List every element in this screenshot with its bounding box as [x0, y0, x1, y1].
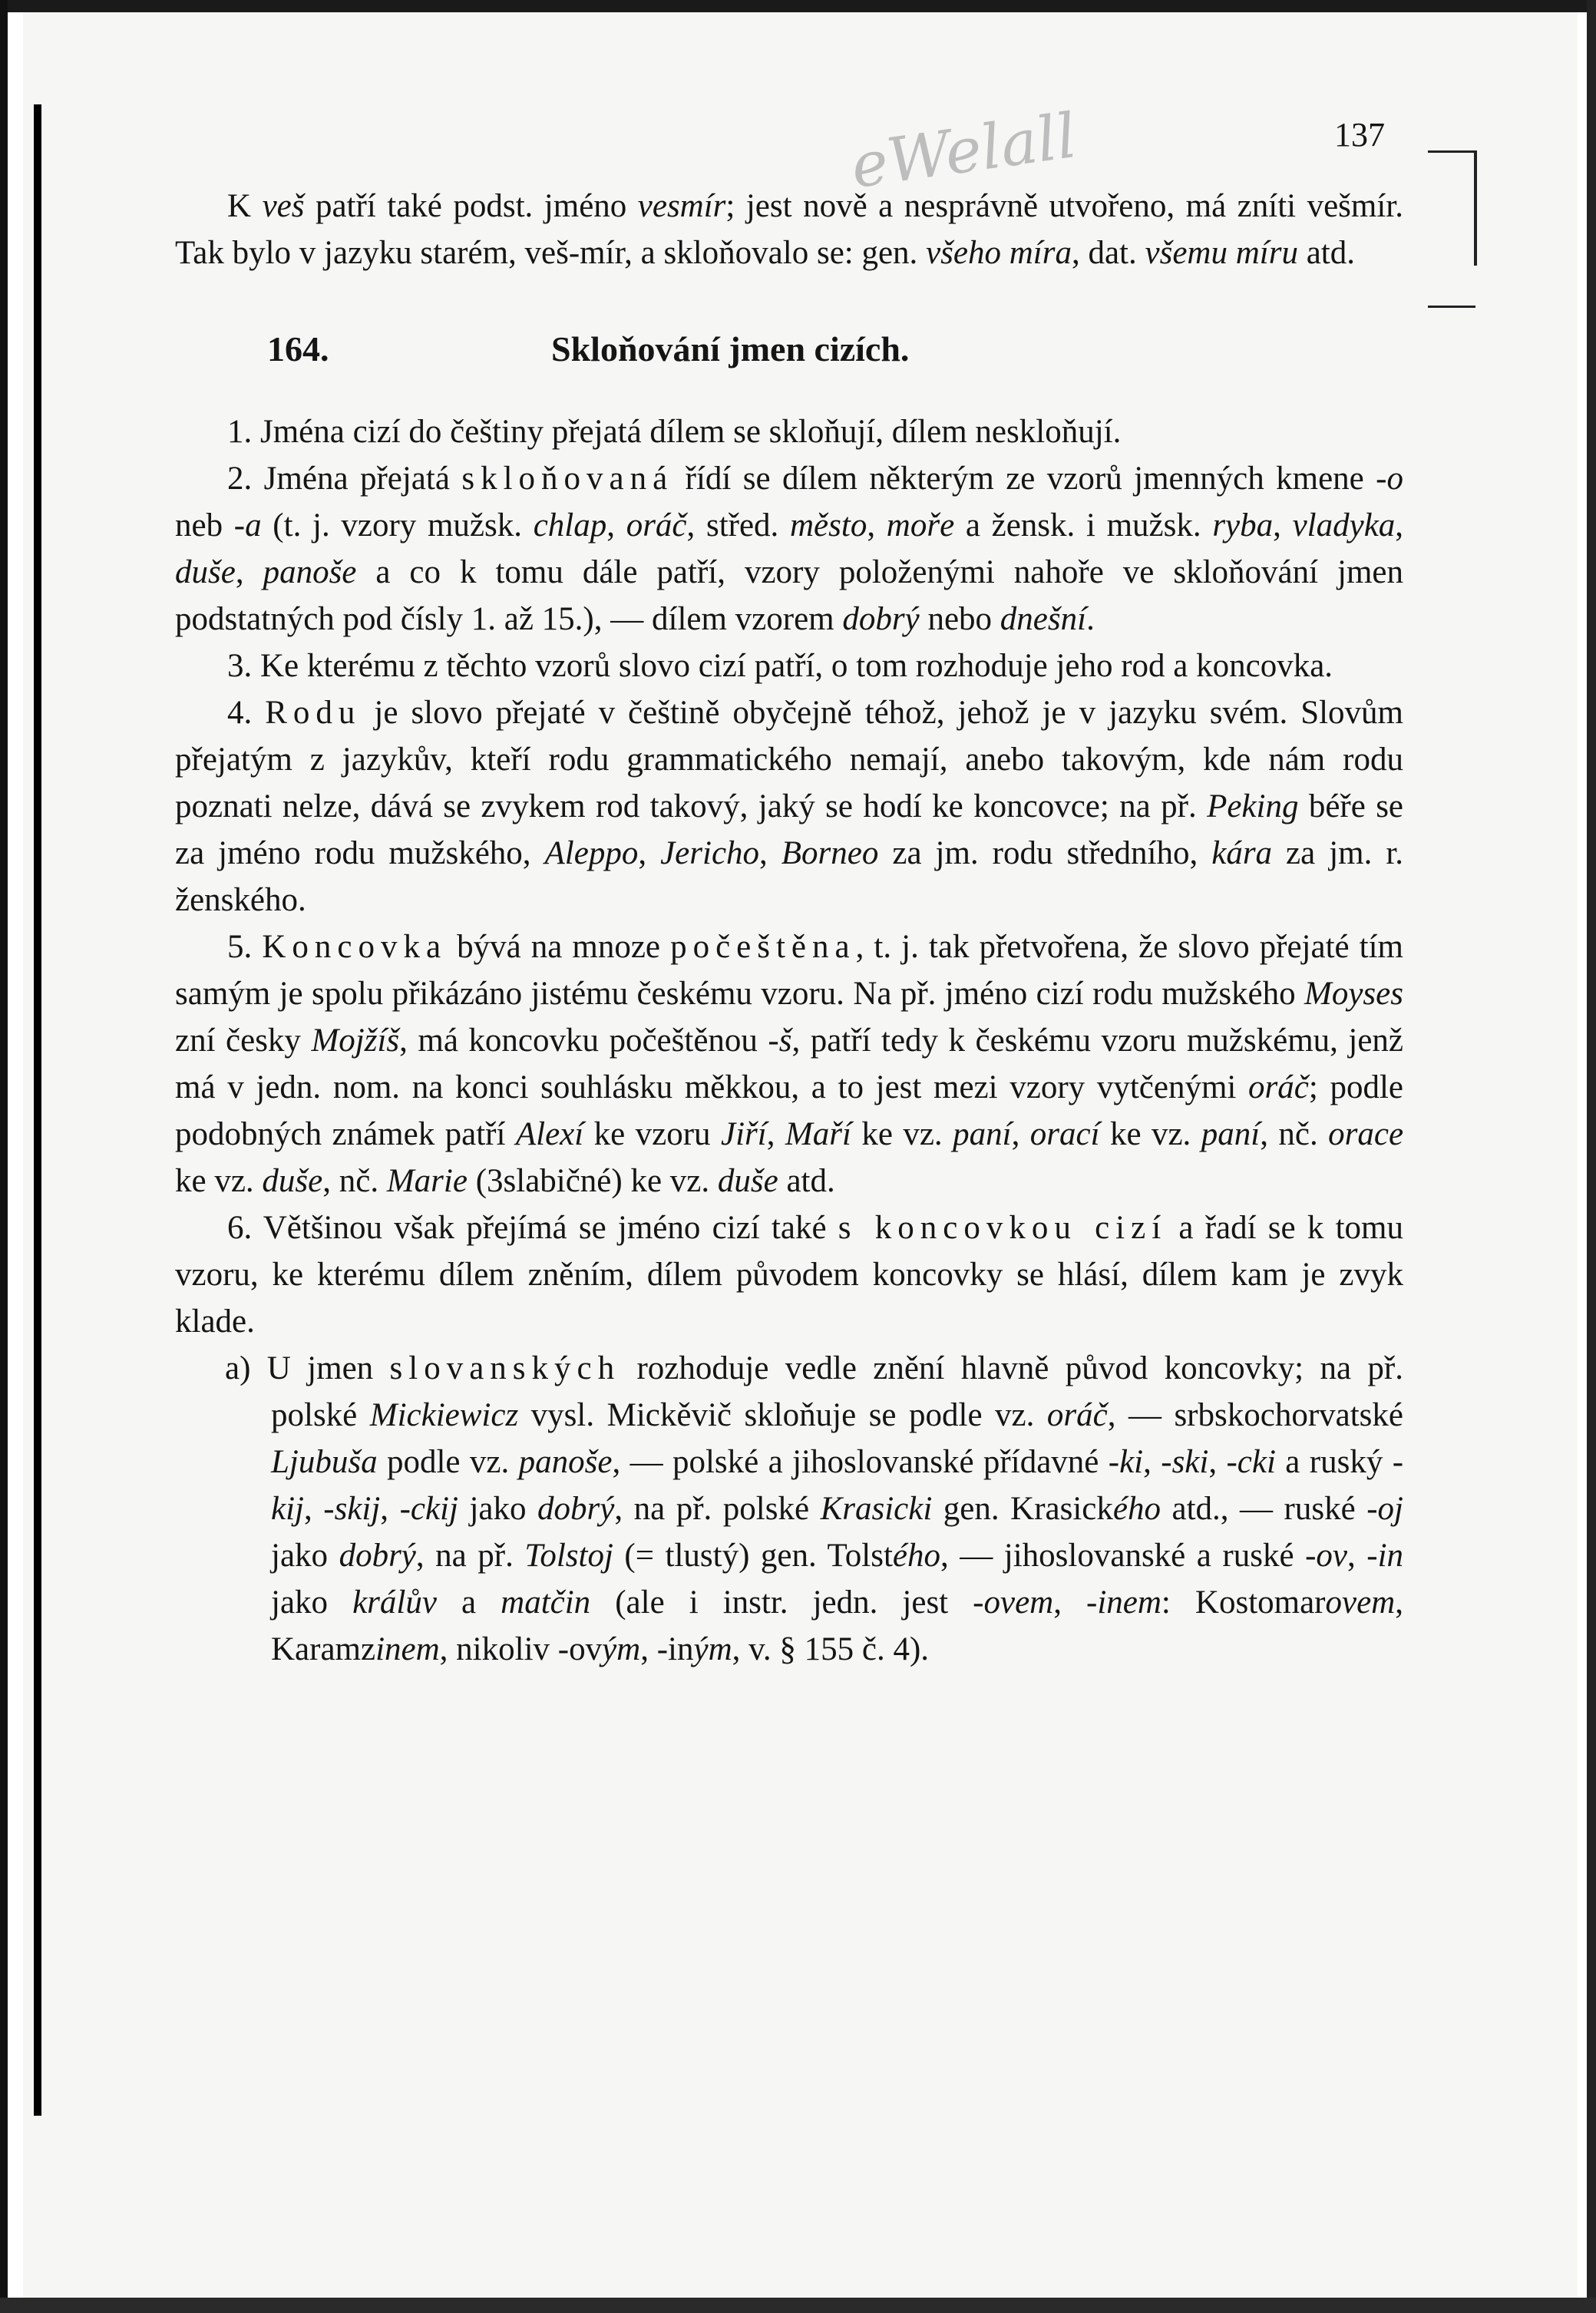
- section-heading: [175, 325, 1403, 375]
- binding-edge: [34, 104, 41, 2116]
- paragraph-4: 4. Rodu je slovo přejaté v češtině obyčejně téhož, jehož je v jazyku svém. Slovům přejatým z jazykův, kteří rodu grammatického nemají, anebo takovým, kde nám rodu poznati nelze, dává se zvykem rod takový, jaký se hodí ke koncovce; na př. Peking béře se za jméno rodu mužského, Aleppo, Jericho, Borneo za jm. rodu středního, kára za jm. r. ženského.: [175, 695, 1404, 918]
- scan-border-top: [0, 0, 1596, 12]
- paragraph-5: 5. Koncovka bývá na mnoze počeštěna, t. j. tak přetvořena, že slovo přejaté tím samým je spolu přikázáno jistému českému vzoru. Na př. jméno cizí rodu mužského Moyses zní česky Mojžíš, má koncovku počeštěnou -š, patří tedy k českému vzoru mužskému, jenž má v jedn. nom. na konci souhlásku měkkou, a to jest mezi vzory vytčenými oráč; podle podobných známek patří Alexí ke vzoru Jiří, Maří ke vz. paní, orací ke vz. paní, nč. orace ke vz. duše, nč. Marie (3slabičné) ke vz. duše atd.: [175, 929, 1404, 1199]
- paragraph-1: 1. Jména cizí do češtiny přejatá dílem se skloňují, dílem neskloňují.: [227, 414, 1122, 450]
- page-number: 137: [1334, 116, 1385, 154]
- paragraph-6a: a) U jmen slovanských rozhoduje vedle znění hlavně původ koncovky; na př. polské Mickiewicz vysl. Mickěvič skloňuje se podle vz. oráč, — srbskochorvatské Ljubuša podle vz. panoše, — polské a jihoslovanské přídavné -ki, -ski, -cki a ruský -kij, -skij, -ckij jako dobrý, na př. polské Krasicki gen. Krasického atd., — ruské -oj jako dobrý, na př. Tolstoj (= tlustý) gen. Tolstého, — jihoslovanské a ruské -ov, -in jako králův a matčin (ale i instr. jedn. jest -ovem, -inem: Kostomarovem, Karamzinem, nikoliv -ovým, -iným, v. § 155 č. 4).: [225, 1350, 1404, 1667]
- scan-border-right: [1587, 0, 1596, 2313]
- intro-paragraph: K veš patří také podst. jméno vesmír; jest nově a nesprávně utvořeno, má zníti vešmír. Tak bylo v jazyku starém, veš-mír, a skloňovalo se: gen. všeho míra, dat. všemu míru atd.: [175, 188, 1404, 271]
- paragraph-6: 6. Většinou však přejímá se jméno cizí také s koncovkou cizí a řadí se k tomu vzoru, ke kterému dílem zněním, dílem původem koncovky se hlásí, dílem kam je zvyk klade.: [175, 1210, 1403, 1340]
- scan-border-left: [0, 0, 8, 2313]
- margin-bracket-mark: [1474, 150, 1477, 266]
- handwritten-note: eWelall: [846, 99, 1081, 203]
- paragraph-2: 2. Jména přejatá skloňovaná řídí se dílem některým ze vzorů jmenných kmene -o neb -a (t. j. vzory mužsk. chlap, oráč, střed. město, moře a žensk. i mužsk. ryba, vladyka, duše, panoše a co k tomu dále patří, vzory položenými nahoře ve skloňování jmen podstatných pod čísly 1. až 15.), — dílem vzorem dobrý nebo dnešní.: [175, 461, 1404, 637]
- section-title: Skloňování jmen cizích.: [551, 329, 910, 368]
- margin-bracket-mark: [1428, 306, 1475, 308]
- scan-border-bottom: [0, 2298, 1596, 2313]
- margin-bracket-mark: [1428, 150, 1475, 153]
- page-text: [175, 183, 1403, 1673]
- section-number: 164.: [267, 329, 329, 368]
- paragraph-3: 3. Ke kterému z těchto vzorů slovo cizí patří, o tom rozhoduje jeho rod a koncovka.: [227, 648, 1333, 684]
